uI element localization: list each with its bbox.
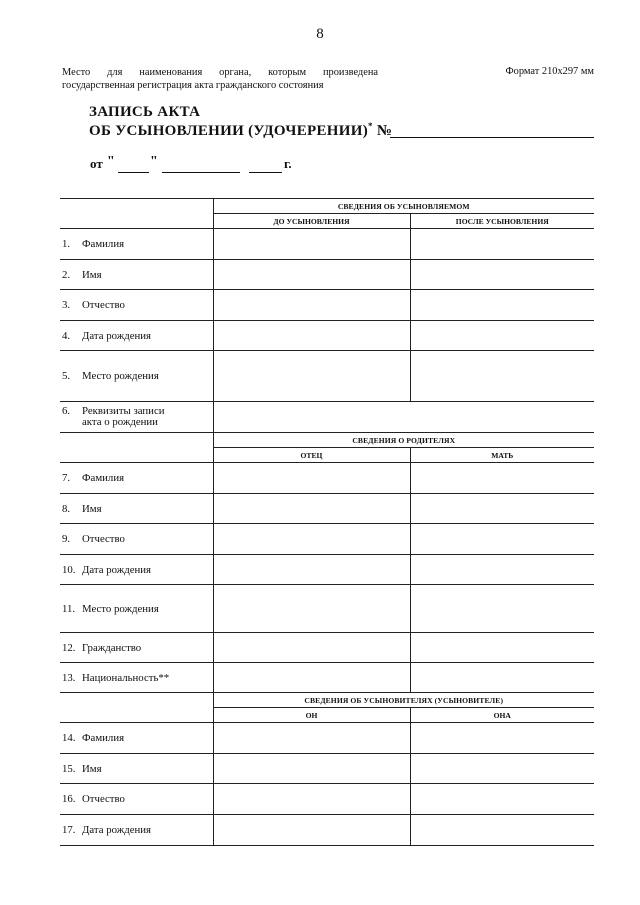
quote-open: ": [107, 154, 115, 169]
field-she[interactable]: [410, 815, 594, 846]
table-row: [60, 494, 594, 524]
row-label: 9. Отчество: [60, 524, 213, 555]
table-row: [60, 555, 594, 585]
field-before[interactable]: [213, 229, 410, 260]
field-after[interactable]: [410, 290, 594, 321]
row-label: 13. Национальность**: [60, 663, 213, 693]
field-father[interactable]: [213, 524, 410, 555]
date-row: [90, 154, 292, 172]
section-adoptee-title: СВЕДЕНИЯ ОБ УСЫНОВЛЯЕМОМ: [213, 199, 594, 214]
field-he[interactable]: [213, 815, 410, 846]
table-row: [60, 351, 594, 402]
date-day-field[interactable]: [118, 172, 149, 173]
format-label: Формат 210х297 мм: [505, 66, 594, 77]
year-suffix: г.: [284, 156, 292, 171]
field-father[interactable]: [213, 494, 410, 524]
field-after[interactable]: [410, 229, 594, 260]
field-mother[interactable]: [410, 494, 594, 524]
table-row: [60, 663, 594, 693]
field-before[interactable]: [213, 321, 410, 351]
field-he[interactable]: [213, 784, 410, 815]
field-mother[interactable]: [410, 463, 594, 494]
field-father[interactable]: [213, 463, 410, 494]
col-mother: МАТЬ: [410, 448, 594, 463]
field-father[interactable]: [213, 633, 410, 663]
row-label: 1. Фамилия: [60, 229, 213, 260]
col-she: ОНА: [410, 708, 594, 723]
table-row: [60, 585, 594, 633]
col-before-adoption: ДО УСЫНОВЛЕНИЯ: [213, 214, 410, 229]
field-mother[interactable]: [410, 555, 594, 585]
form-title-line-2: [89, 121, 392, 140]
quote-close: ": [150, 154, 158, 169]
row-label: 8. Имя: [60, 494, 213, 524]
table-row: [60, 524, 594, 555]
table-row: [60, 229, 594, 260]
row-label: 15. Имя: [60, 754, 213, 784]
field-after[interactable]: [410, 321, 594, 351]
field-mother[interactable]: [410, 663, 594, 693]
form-table: [60, 198, 594, 846]
table-row: [60, 290, 594, 321]
field-mother[interactable]: [410, 633, 594, 663]
section-parents-title: СВЕДЕНИЯ О РОДИТЕЛЯХ: [213, 433, 594, 448]
row-label: 10. Дата рождения: [60, 555, 213, 585]
table-row: [60, 815, 594, 846]
field-before[interactable]: [213, 290, 410, 321]
field-after[interactable]: [410, 260, 594, 290]
section-spacer: [60, 433, 213, 463]
field-before[interactable]: [213, 351, 410, 402]
row-label: 6. Реквизиты записи акта о рождении: [60, 402, 213, 433]
row-label: 17. Дата рождения: [60, 815, 213, 846]
table-row: [60, 321, 594, 351]
organ-line-1: Место для наименования органа, которым произведена: [62, 67, 378, 78]
row-label: 2. Имя: [60, 260, 213, 290]
field-father[interactable]: [213, 555, 410, 585]
field-he[interactable]: [213, 754, 410, 784]
field-he[interactable]: [213, 723, 410, 754]
table-row: [60, 260, 594, 290]
row-label: 11. Место рождения: [60, 585, 213, 633]
table-row: [60, 463, 594, 494]
date-year-field[interactable]: [249, 172, 282, 173]
field-father[interactable]: [213, 585, 410, 633]
field-mother[interactable]: [410, 524, 594, 555]
number-label: №: [376, 123, 393, 139]
date-from-label: от: [90, 156, 103, 171]
col-he: ОН: [213, 708, 410, 723]
form-title-text: ОБ УСЫНОВЛЕНИИ (УДОЧЕРЕНИИ): [89, 123, 368, 139]
row-label: 16. Отчество: [60, 784, 213, 815]
row-label: 14. Фамилия: [60, 723, 213, 754]
organ-name-placeholder: [62, 66, 378, 92]
table-row: [60, 402, 594, 433]
field-mother[interactable]: [410, 585, 594, 633]
row-label: 3. Отчество: [60, 290, 213, 321]
field-after[interactable]: [410, 351, 594, 402]
record-number-field[interactable]: [390, 137, 594, 138]
page-number: 8: [316, 26, 324, 42]
table-row: [60, 754, 594, 784]
row-label: 4. Дата рождения: [60, 321, 213, 351]
col-after-adoption: ПОСЛЕ УСЫНОВЛЕНИЯ: [410, 214, 594, 229]
table-row: [60, 784, 594, 815]
table-row: [60, 633, 594, 663]
row-label: 12. Гражданство: [60, 633, 213, 663]
field-she[interactable]: [410, 784, 594, 815]
col-father: ОТЕЦ: [213, 448, 410, 463]
section-spacer: [60, 199, 213, 229]
row-label: 7. Фамилия: [60, 463, 213, 494]
organ-line-2: государственная регистрация акта гражданского состояния: [62, 80, 324, 91]
field-before[interactable]: [213, 260, 410, 290]
footnote-mark: *: [368, 121, 373, 131]
field-birth-record[interactable]: [213, 402, 594, 433]
row-label: 5. Место рождения: [60, 351, 213, 402]
form-title-line-1: ЗАПИСЬ АКТА: [89, 104, 201, 120]
table-row: [60, 723, 594, 754]
date-month-field[interactable]: [162, 172, 240, 173]
field-she[interactable]: [410, 723, 594, 754]
adoption-record-form: [60, 198, 594, 846]
section-adopters-title: СВЕДЕНИЯ ОБ УСЫНОВИТЕЛЯХ (УСЫНОВИТЕЛЕ): [213, 693, 594, 708]
field-she[interactable]: [410, 754, 594, 784]
section-spacer: [60, 693, 213, 723]
field-father[interactable]: [213, 663, 410, 693]
